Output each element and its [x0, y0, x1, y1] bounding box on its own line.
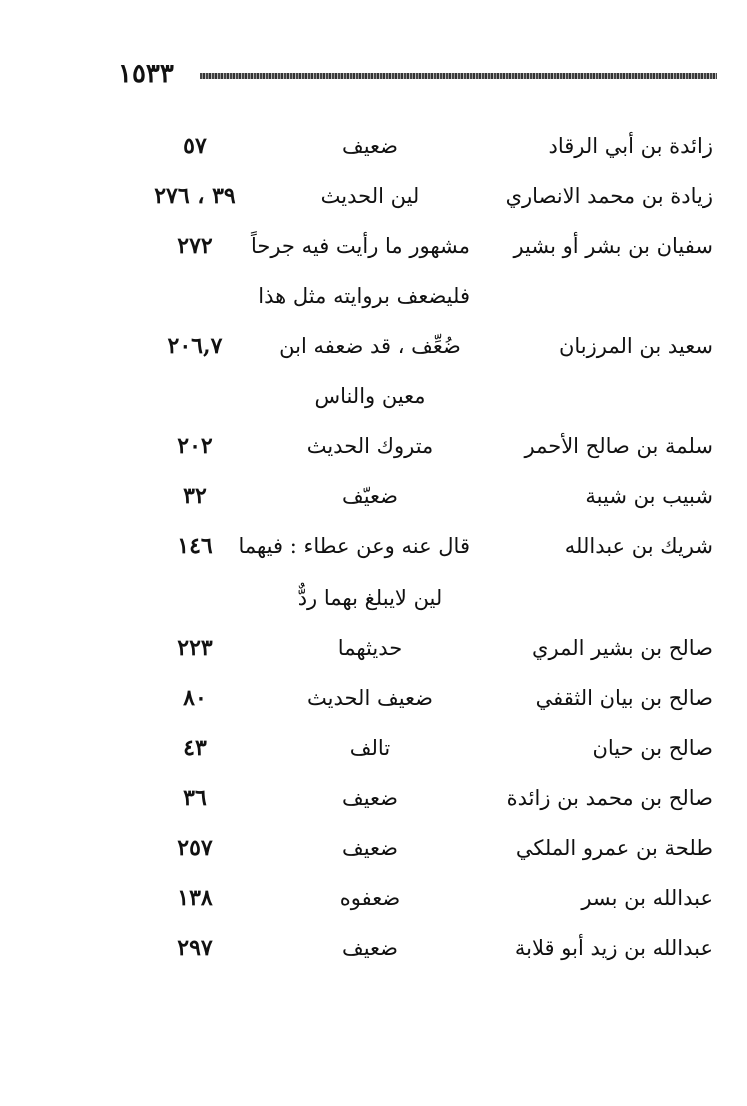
- narrator-grade: مشهور ما رأيت فيه جرحاً: [250, 234, 470, 258]
- table-row: [0, 783, 747, 819]
- narrator-name: صالح بن حيان: [592, 736, 713, 760]
- narrator-grade: قال عنه وعن عطاء : فيهما: [238, 534, 470, 558]
- narrator-grade: ضعيف: [341, 836, 399, 860]
- narrator-name: زيادة بن محمد الانصاري: [505, 184, 713, 208]
- table-row: [0, 131, 747, 167]
- narrator-grade: ضُعِّف ، قد ضعفه ابن: [279, 334, 461, 358]
- page-number: ١٥٣٣: [118, 59, 174, 89]
- narrator-grade: تالف: [349, 736, 391, 760]
- reference-number: ٢٥٧: [177, 835, 213, 861]
- table-row: [0, 331, 747, 367]
- narrator-name: صالح بن بشير المري: [532, 636, 713, 660]
- table-row: [0, 531, 747, 567]
- table-row: [0, 883, 747, 919]
- table-row: [0, 733, 747, 769]
- narrator-name: صالح بن بيان الثقفي: [535, 686, 713, 710]
- narrator-grade: حديثهما: [337, 636, 403, 660]
- narrator-grade: ضعيف: [341, 936, 399, 960]
- narrator-grade: ضعيّف: [341, 484, 399, 508]
- narrator-name: طلحة بن عمرو الملكي: [515, 836, 713, 860]
- table-row: [0, 231, 747, 267]
- narrator-grade: فليضعف بروايته مثل هذا: [258, 284, 470, 308]
- narrator-name: عبدالله بن زيد أبو قلابة: [514, 936, 713, 960]
- table-row: [0, 583, 747, 619]
- reference-number: ٤٣: [183, 735, 207, 761]
- narrator-grade: ضعيف الحديث: [307, 686, 433, 710]
- reference-number: ١٤٦: [177, 533, 213, 559]
- narrator-grade: متروك الحديث: [306, 434, 434, 458]
- reference-number: ٣٦: [183, 785, 207, 811]
- table-row: [0, 633, 747, 669]
- table-row: [0, 181, 747, 217]
- narrator-name: سعيد بن المرزبان: [558, 334, 713, 358]
- reference-number: ٢٩٧: [177, 935, 213, 961]
- narrator-name: شريك بن عبدالله: [564, 534, 713, 558]
- table-row: [0, 281, 747, 317]
- reference-number: ٢٢٣: [177, 635, 213, 661]
- table-row: [0, 481, 747, 517]
- table-row: [0, 431, 747, 467]
- narrator-grade: لين الحديث: [320, 184, 420, 208]
- narrator-grade: ضعفوه: [339, 886, 401, 910]
- narrator-grade: ضعيف: [341, 134, 399, 158]
- table-row: [0, 381, 747, 417]
- reference-number: ٢٧٢: [177, 233, 213, 259]
- table-row: [0, 833, 747, 869]
- reference-number: ٢٠٦,٧: [167, 333, 223, 359]
- table-row: [0, 683, 747, 719]
- narrator-name: زائدة بن أبي الرقاد: [548, 134, 713, 158]
- reference-number: ٢٠٢: [177, 433, 213, 459]
- reference-number: ٥٧: [183, 133, 207, 159]
- narrator-name: صالح بن محمد بن زائدة: [506, 786, 713, 810]
- reference-number: ٣٢: [183, 483, 207, 509]
- narrator-name: سفيان بن بشر أو بشير: [513, 234, 713, 258]
- reference-number: ١٣٨: [177, 885, 213, 911]
- narrator-grade: معين والناس: [314, 384, 426, 408]
- narrator-name: شبيب بن شيبة: [585, 484, 713, 508]
- narrator-grade: لين لايبلغ بهما ردٌّ: [297, 586, 443, 610]
- narrator-name: سلمة بن صالح الأحمر: [524, 434, 713, 458]
- narrator-grade: ضعيف: [341, 786, 399, 810]
- reference-number: ٣٩ ، ٢٧٦: [154, 183, 236, 209]
- narrator-name: عبدالله بن بسر: [581, 886, 713, 910]
- table-row: [0, 933, 747, 969]
- reference-number: ٨٠: [183, 685, 207, 711]
